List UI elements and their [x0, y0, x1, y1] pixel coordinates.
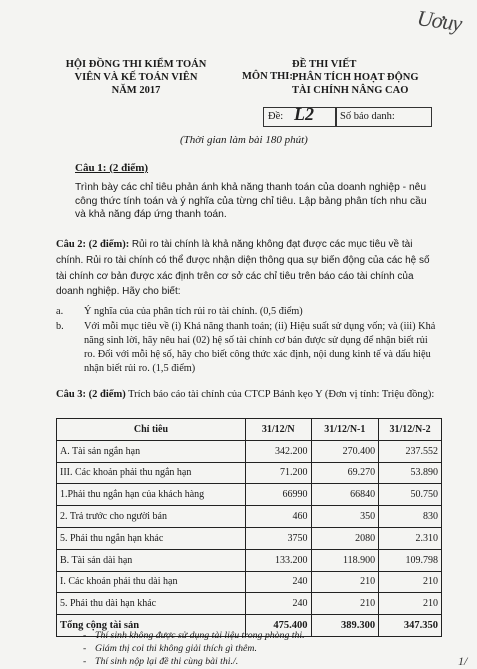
row-label: A. Tài sản ngắn hạn [57, 440, 246, 462]
table-cell: 69.270 [311, 462, 379, 484]
total-cell: 475.400 [245, 615, 311, 637]
row-label: I. Các khoản phải thu dài hạn [57, 571, 246, 593]
table-cell: 237.552 [379, 440, 442, 462]
question-3-heading [56, 388, 441, 402]
question-1-title: Câu 1: (2 điểm) [75, 162, 149, 174]
item-b-text: Với mỗi mục tiêu về (i) Khả năng thanh toán; (ii) Hiệu suất sử dụng vốn; và (iii) Khả năng sinh lời, hãy nêu hai (02) hệ số tài chính cơ bản được sử dụng để nhận biết rủi ro. Đối với mỗi hệ số, hãy cho biết công thức xác định, nội dung kinh tế và dấu hiệu nhận biết rủi ro. (1,5 điểm) [84, 321, 436, 374]
table-row [57, 593, 442, 615]
council-line-1: HỘI ĐỒNG THI KIỂM TOÁN [65, 59, 207, 70]
subject-label: MÔN THI: [242, 71, 293, 82]
total-label: Tổng cộng tài sản [57, 615, 246, 637]
table-cell: 830 [379, 506, 442, 528]
exam-header [292, 58, 440, 97]
table-cell: 210 [379, 593, 442, 615]
table-cell: 240 [245, 593, 311, 615]
question-2-item-b [56, 320, 441, 374]
question-2-body: chính. Rủi ro tài chính có thể được nhận diện thông qua sự biến động của các hệ số tài chính cơ bản được xác định trên cơ sở các chỉ tiêu trên báo cáo tài chính của doanh nghiệp. Hãy cho biết: [56, 255, 430, 297]
question-2-item-a [56, 305, 441, 319]
row-label: 5. Phải thu dài hạn khác [57, 593, 246, 615]
total-cell: 347.350 [379, 615, 442, 637]
table-cell: 460 [245, 506, 311, 528]
note-text: Thí sinh nộp lại đề thi cùng bài thi./. [95, 656, 239, 667]
total-cell: 389.300 [311, 615, 379, 637]
table-header-row [57, 419, 442, 441]
row-label: 2. Trả trước cho người bán [57, 506, 246, 528]
question-1-body: Trình bày các chỉ tiêu phản ánh khả năng thanh toán của doanh nghiệp - nêu công thức tính toán và ý nghĩa của từng chỉ tiêu. Lập bảng phân tích nhu cầu và khả năng đáp ứng thanh toán. [75, 182, 427, 220]
table-cell: 210 [311, 571, 379, 593]
question-2-lead: Rủi ro tài chính là khả năng không đạt được các mục tiêu về tài [131, 239, 413, 250]
table-row [57, 440, 442, 462]
note-item: - Thí sinh không được sử dụng tài liệu trong phòng thi. [83, 630, 305, 641]
exam-subject-line-1: PHÂN TÍCH HOẠT ĐỘNG [292, 72, 419, 83]
candidate-number-label: Số báo danh: [340, 111, 395, 122]
table-cell: 210 [311, 593, 379, 615]
question-2-heading [56, 237, 441, 253]
table-cell: 240 [245, 571, 311, 593]
table-row [57, 549, 442, 571]
table-row [57, 506, 442, 528]
table-cell: 3750 [245, 527, 311, 549]
row-label: 5. Phải thu ngắn hạn khác [57, 527, 246, 549]
table-cell: 133.200 [245, 549, 311, 571]
table-row [57, 571, 442, 593]
council-header [52, 58, 220, 97]
table-row [57, 527, 442, 549]
table-row [57, 484, 442, 506]
page-mark: 1/ [458, 654, 468, 668]
exam-subject-line-2: TÀI CHÍNH NÂNG CAO [292, 85, 409, 96]
table-cell: 71.200 [245, 462, 311, 484]
item-b-label: b. [56, 321, 64, 332]
table-header-cell: 31/12/N-2 [379, 419, 442, 441]
exam-type: ĐỀ THI VIẾT [292, 59, 357, 70]
table-cell: 66840 [311, 484, 379, 506]
table-header-cell: 31/12/N [245, 419, 311, 441]
row-label: B. Tài sản dài hạn [57, 549, 246, 571]
table-row [57, 462, 442, 484]
note-item: - Thí sinh nộp lại đề thi cùng bài thi./. [83, 656, 239, 667]
table-cell: 210 [379, 571, 442, 593]
balance-sheet-table [56, 418, 442, 637]
candidate-number-box [335, 107, 432, 127]
table-cell: 2.310 [379, 527, 442, 549]
table-cell: 53.890 [379, 462, 442, 484]
row-label: 1.Phải thu ngắn hạn của khách hàng [57, 484, 246, 506]
question-2-title: Câu 2: (2 điểm): [56, 239, 130, 250]
table-cell: 270.400 [311, 440, 379, 462]
exam-code-label: Đề: [268, 111, 284, 122]
question-3-title: Câu 3: (2 điểm) [56, 389, 126, 400]
item-a-label: a. [56, 306, 64, 317]
item-a-text: Ý nghĩa của của phân tích rủi ro tài chính. (0,5 điểm) [84, 306, 303, 317]
question-3-body: Trích báo cáo tài chính của CTCP Bánh kẹo Y (Đơn vị tính: Triệu đồng): [128, 389, 435, 400]
council-line-2: VIÊN VÀ KẾ TOÁN VIÊN [74, 72, 198, 83]
council-line-3: NĂM 2017 [111, 85, 161, 96]
time-note: (Thời gian làm bài 180 phút) [180, 134, 308, 146]
exam-code-value: L2 [294, 104, 314, 124]
exam-notes [83, 629, 403, 668]
note-item: - Giám thị coi thi không giải thích gì thêm. [83, 643, 257, 654]
table-cell: 50.750 [379, 484, 442, 506]
exam-code-box [263, 104, 337, 127]
table-cell: 109.798 [379, 549, 442, 571]
table-cell: 342.200 [245, 440, 311, 462]
table-header-cell: 31/12/N-1 [311, 419, 379, 441]
table-cell: 118.900 [311, 549, 379, 571]
handwritten-signature: Uơuy [415, 5, 463, 36]
table-cell: 2080 [311, 527, 379, 549]
table-cell: 66990 [245, 484, 311, 506]
note-text: Giám thị coi thi không giải thích gì thêm. [95, 643, 257, 654]
table-cell: 350 [311, 506, 379, 528]
note-text: Thí sinh không được sử dụng tài liệu trong phòng thi. [95, 630, 305, 641]
table-header-cell: Chỉ tiêu [57, 419, 246, 441]
row-label: III. Các khoản phải thu ngắn hạn [57, 462, 246, 484]
